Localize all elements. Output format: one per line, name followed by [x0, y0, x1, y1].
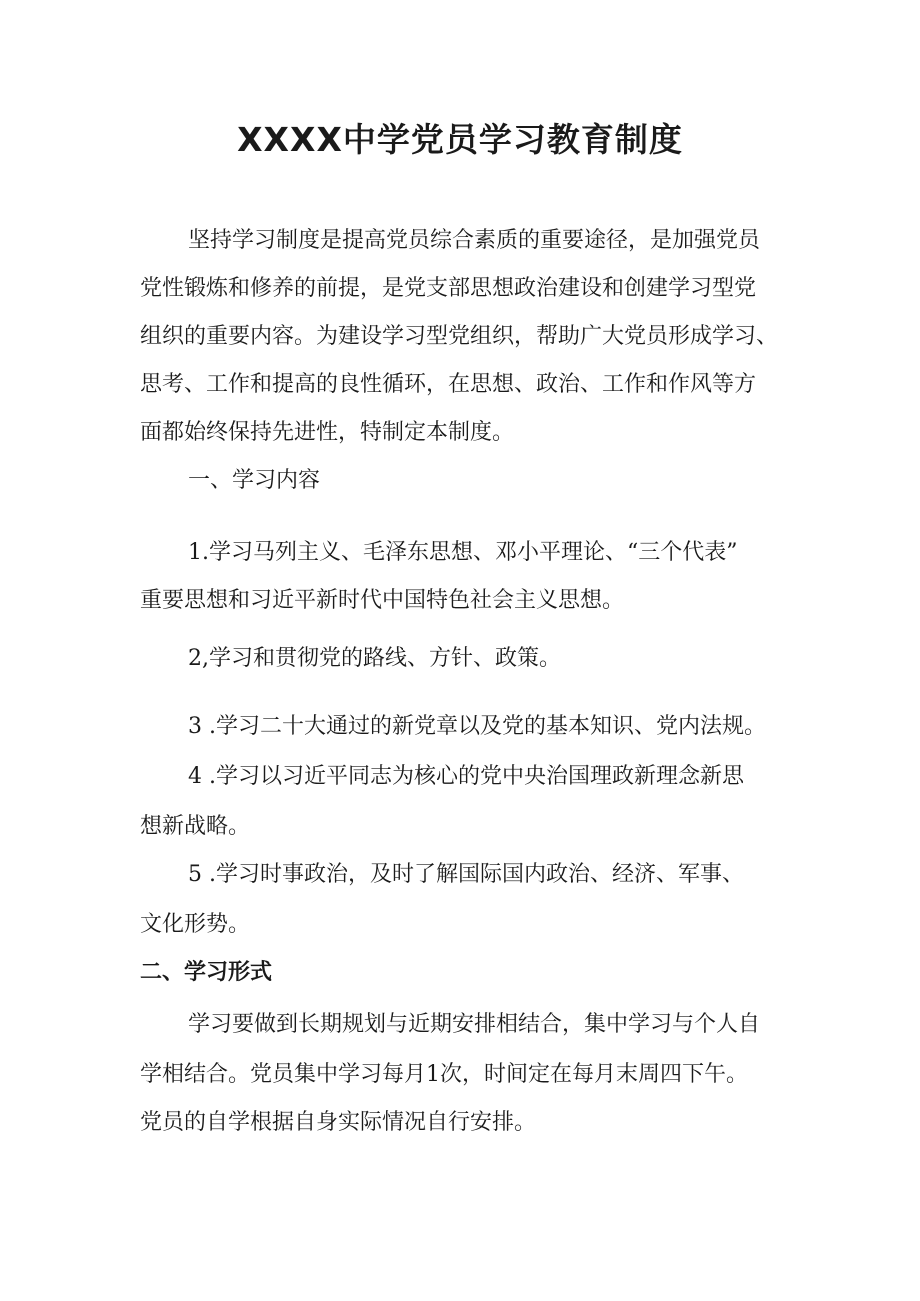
intro-line-1: 坚持学习制度是提高党员综合素质的重要途径，是加强党员	[188, 228, 761, 253]
section2-heading: 二、学习形式	[140, 960, 273, 985]
section2-line-3: 党员的自学根据自身实际情况自行安排。	[140, 1110, 537, 1135]
item4-line-1: 4 .学习以习近平同志为核心的党中央治国理政新理念新思	[188, 764, 744, 789]
intro-line-5: 面都始终保持先进性，特制定本制度。	[140, 420, 515, 445]
intro-line-3: 组织的重要内容。为建设学习型党组织，帮助广大党员形成学习、	[140, 324, 779, 349]
item2: 2,学习和贯彻党的路线、方针、政策。	[188, 646, 561, 671]
item5-line-2: 文化形势。	[140, 912, 251, 937]
document-title: XXXX中学党员学习教育制度	[237, 120, 683, 159]
item4-line-2: 想新战略。	[140, 814, 251, 839]
intro-line-2: 党性锻炼和修养的前提，是党支部思想政治建设和创建学习型党	[140, 276, 757, 301]
intro-line-4: 思考、工作和提高的良性循环，在思想、政治、工作和作风等方	[140, 372, 757, 397]
item3: 3 .学习二十大通过的新党章以及党的基本知识、党内法规。	[188, 714, 766, 739]
section1-heading: 一、学习内容	[188, 468, 321, 493]
item1-line-2: 重要思想和习近平新时代中国特色社会主义思想。	[140, 588, 625, 613]
section2-line-2: 学相结合。党员集中学习每月1次，时间定在每月末周四下午。	[140, 1062, 748, 1087]
item1-line-1: 1.学习马列主义、毛泽东思想、邓小平理论、“三个代表”	[188, 540, 738, 565]
item5-line-1: 5 .学习时事政治，及时了解国际国内政治、经济、军事、	[188, 862, 744, 887]
section2-line-1: 学习要做到长期规划与近期安排相结合，集中学习与个人自	[188, 1012, 761, 1037]
